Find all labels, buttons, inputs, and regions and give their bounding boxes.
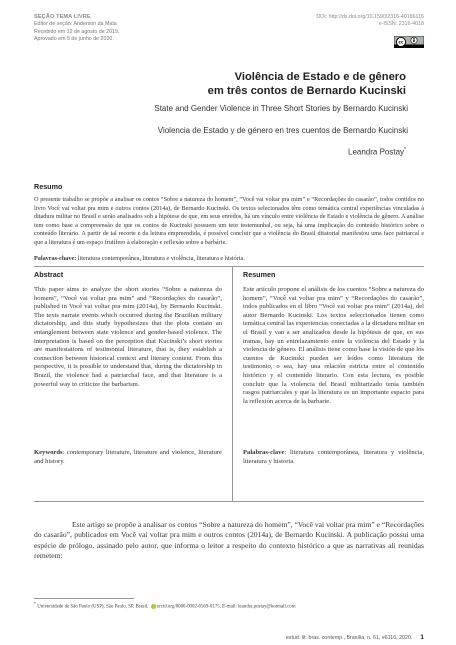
abstract-top-rule [34,266,424,267]
resumo-body: O presente trabalho se propõe a analisar os contos “Sobre a natureza do homem”, “Você vai voltar pra mim” e “Recordações do casarão”, todos contidos no livro Você vai voltar pra mim e outros contos (2014a), de Bernardo Kucinski. Os textos selecionados têm como temática central experiências vinculadas à ditadura militar no Brasil e serão analisados sob a hipótese de que, em seus enredos, há um vínculo entre violência de Estado e violência de gênero. A análise tem como base a compreensão de que os contos de Kucinski possuem um teor testemunhal, ou seja, há uma implicação do conteúdo histórico sobre o conteúdo literário. A partir de tal recorte e da leitura empreendida, é possível concluir que a violência do Brasil ditatorial manifestou uma face patriarcal e que a literatura é um espaço frutífero à elaboração e reflexão sobre a barbárie. [34,196,424,246]
cc-by-license-icon[interactable] [394,35,424,47]
resumen-keywords [243,449,424,466]
abstract-keywords-list: : contemporary literature, literature and violence, literature and history. [34,449,222,465]
resumen-heading: Resumen [243,270,276,279]
abstract-bottom-rule [34,501,424,502]
author-footnote [34,601,434,610]
approved-date: Aprovado em 5 de junho de 2020. [34,36,114,43]
footnote-orcid-email[interactable]: orcid.org/0000-0002-6569-0175. E-mail: leandra.postay@hotmail.com [156,604,296,610]
received-date: Recebido em 12 de agosto de 2019. [34,28,120,35]
abstract-heading: Abstract [34,270,64,279]
page-number: 1 [420,634,424,641]
abstract-keywords [34,449,222,466]
journal-header-right [234,14,424,29]
page-footer [286,634,424,641]
author-footnote-mark[interactable]: * [404,147,406,153]
section-label: SEÇÃO TEMA LIVRE [34,14,91,20]
orcid-icon[interactable] [151,604,156,609]
svg-text:cc: cc [398,39,404,45]
resumen-keywords-label: Palabras-clave [243,449,285,456]
palavras-chave-label: Palavras-chave: [34,255,77,262]
author-name [348,147,406,157]
author-name-text: Leandra Postay [348,147,405,157]
title-line-1: Violência de Estado e de gênero [234,71,406,83]
section-editor: Editor de seção: Anderson da Mata [34,21,117,28]
subtitle-english: State and Gender Violence in Three Short Stories by Bernardo Kucinski [154,104,408,113]
abstract-keywords-label: Keywords [34,449,63,456]
article-title [34,70,406,98]
footnote-affiliation: Universidade de São Paulo (USP), São Paulo, SP, Brasil. [36,604,149,610]
doi-link[interactable]: DOI: http://dx.doi.org/10.1590/2316-40186116 [316,14,424,20]
journal-header-left [34,14,234,44]
title-line-2: em três contos de Bernardo Kucinski [207,85,406,97]
resumen-body: Este artículo propone el análisis de los cuentos “Sobre a natureza do homem”, “Você vai voltar pra mim” y “Recordações do casarão”, todos publicados en el libro “Você vai voltar pra mim” (2014a), del autor Bernardo Kucinski. Los textos seleccionados tienen como temática central las experiencias conectadas a la dictadura militar en el Brasil y van a ser analizados desde la hipótesis de que, en sus tramas, hay un entrelazamiento entre la violencia del Estado y la violencia de género. El análisis tiene como base la visión de que los cuentos de Kucinski pueden ser leídos como literatura de testimonio, o sea, hay una relación estricta entre el contenido histórico y el contenido literario. Con esta lectura, es posible concluir que la violencia del Brasil militarizado tenía también rasgos patriarcales y que la literatura es un importante espacio para la reflexión acerca de la barbarie. [243,286,424,405]
palavras-chave-list: literatura contemporânea, literatura e violência, literatura e história. [76,255,245,262]
footnote-rule [34,598,134,599]
eissn: e-ISSN: 2316-4018 [378,21,424,28]
citation-line: estud. lit. bras. contemp., Brasília, n. 61, e6116, 2020. [285,635,413,641]
subtitle-spanish: Violencia de Estado y de género en tres cuentos de Bernardo Kucinski [157,126,408,135]
resumen-keywords-list: : literatura contemporânea, literatura y violência, literatura y historia. [243,449,424,465]
palavras-chave [34,255,424,262]
resumo-heading: Resumo [34,182,63,191]
abstract-body: This paper aims to analyze the short stories “Sobre a natureza do homem”, “Você vai voltar pra mim” and “Recordações do casarão”, published in Você vai voltar pra mim (2014a), by Bernardo Kucinski. The texts narrate events which occurred during the Brazilian military dictatorship, and this study hypothesizes that the plots contain an entanglement between state violence and gender-based violence. The interpretation is based on the perception that Kucinski’s short stories are manifestations of testimonial literature, that is, they establish a connection between historical context and literary content. From this perspective, it is possible to understand that, during the dictatorship in Brazil, the violence had a patriarchal face, and that literature is a powerful way to criticize the barbarism. [34,286,222,388]
intro-paragraph: Este artigo se propõe a analisar os contos “Sobre a natureza do homem”, “Você vai voltar pra mim” e “Recordações do casarão”, publicados em Você vai voltar pra mim e outros contos (2014a), de Bernardo Kucinski. A publicação possui uma espécie de prólogo, assinado pelo autor, que informa o leitor a respeito do contexto histórico a que as narrativas ali reunidas remetem: [34,520,424,560]
footnote-mark: * [34,601,37,606]
column-divider [232,266,233,501]
